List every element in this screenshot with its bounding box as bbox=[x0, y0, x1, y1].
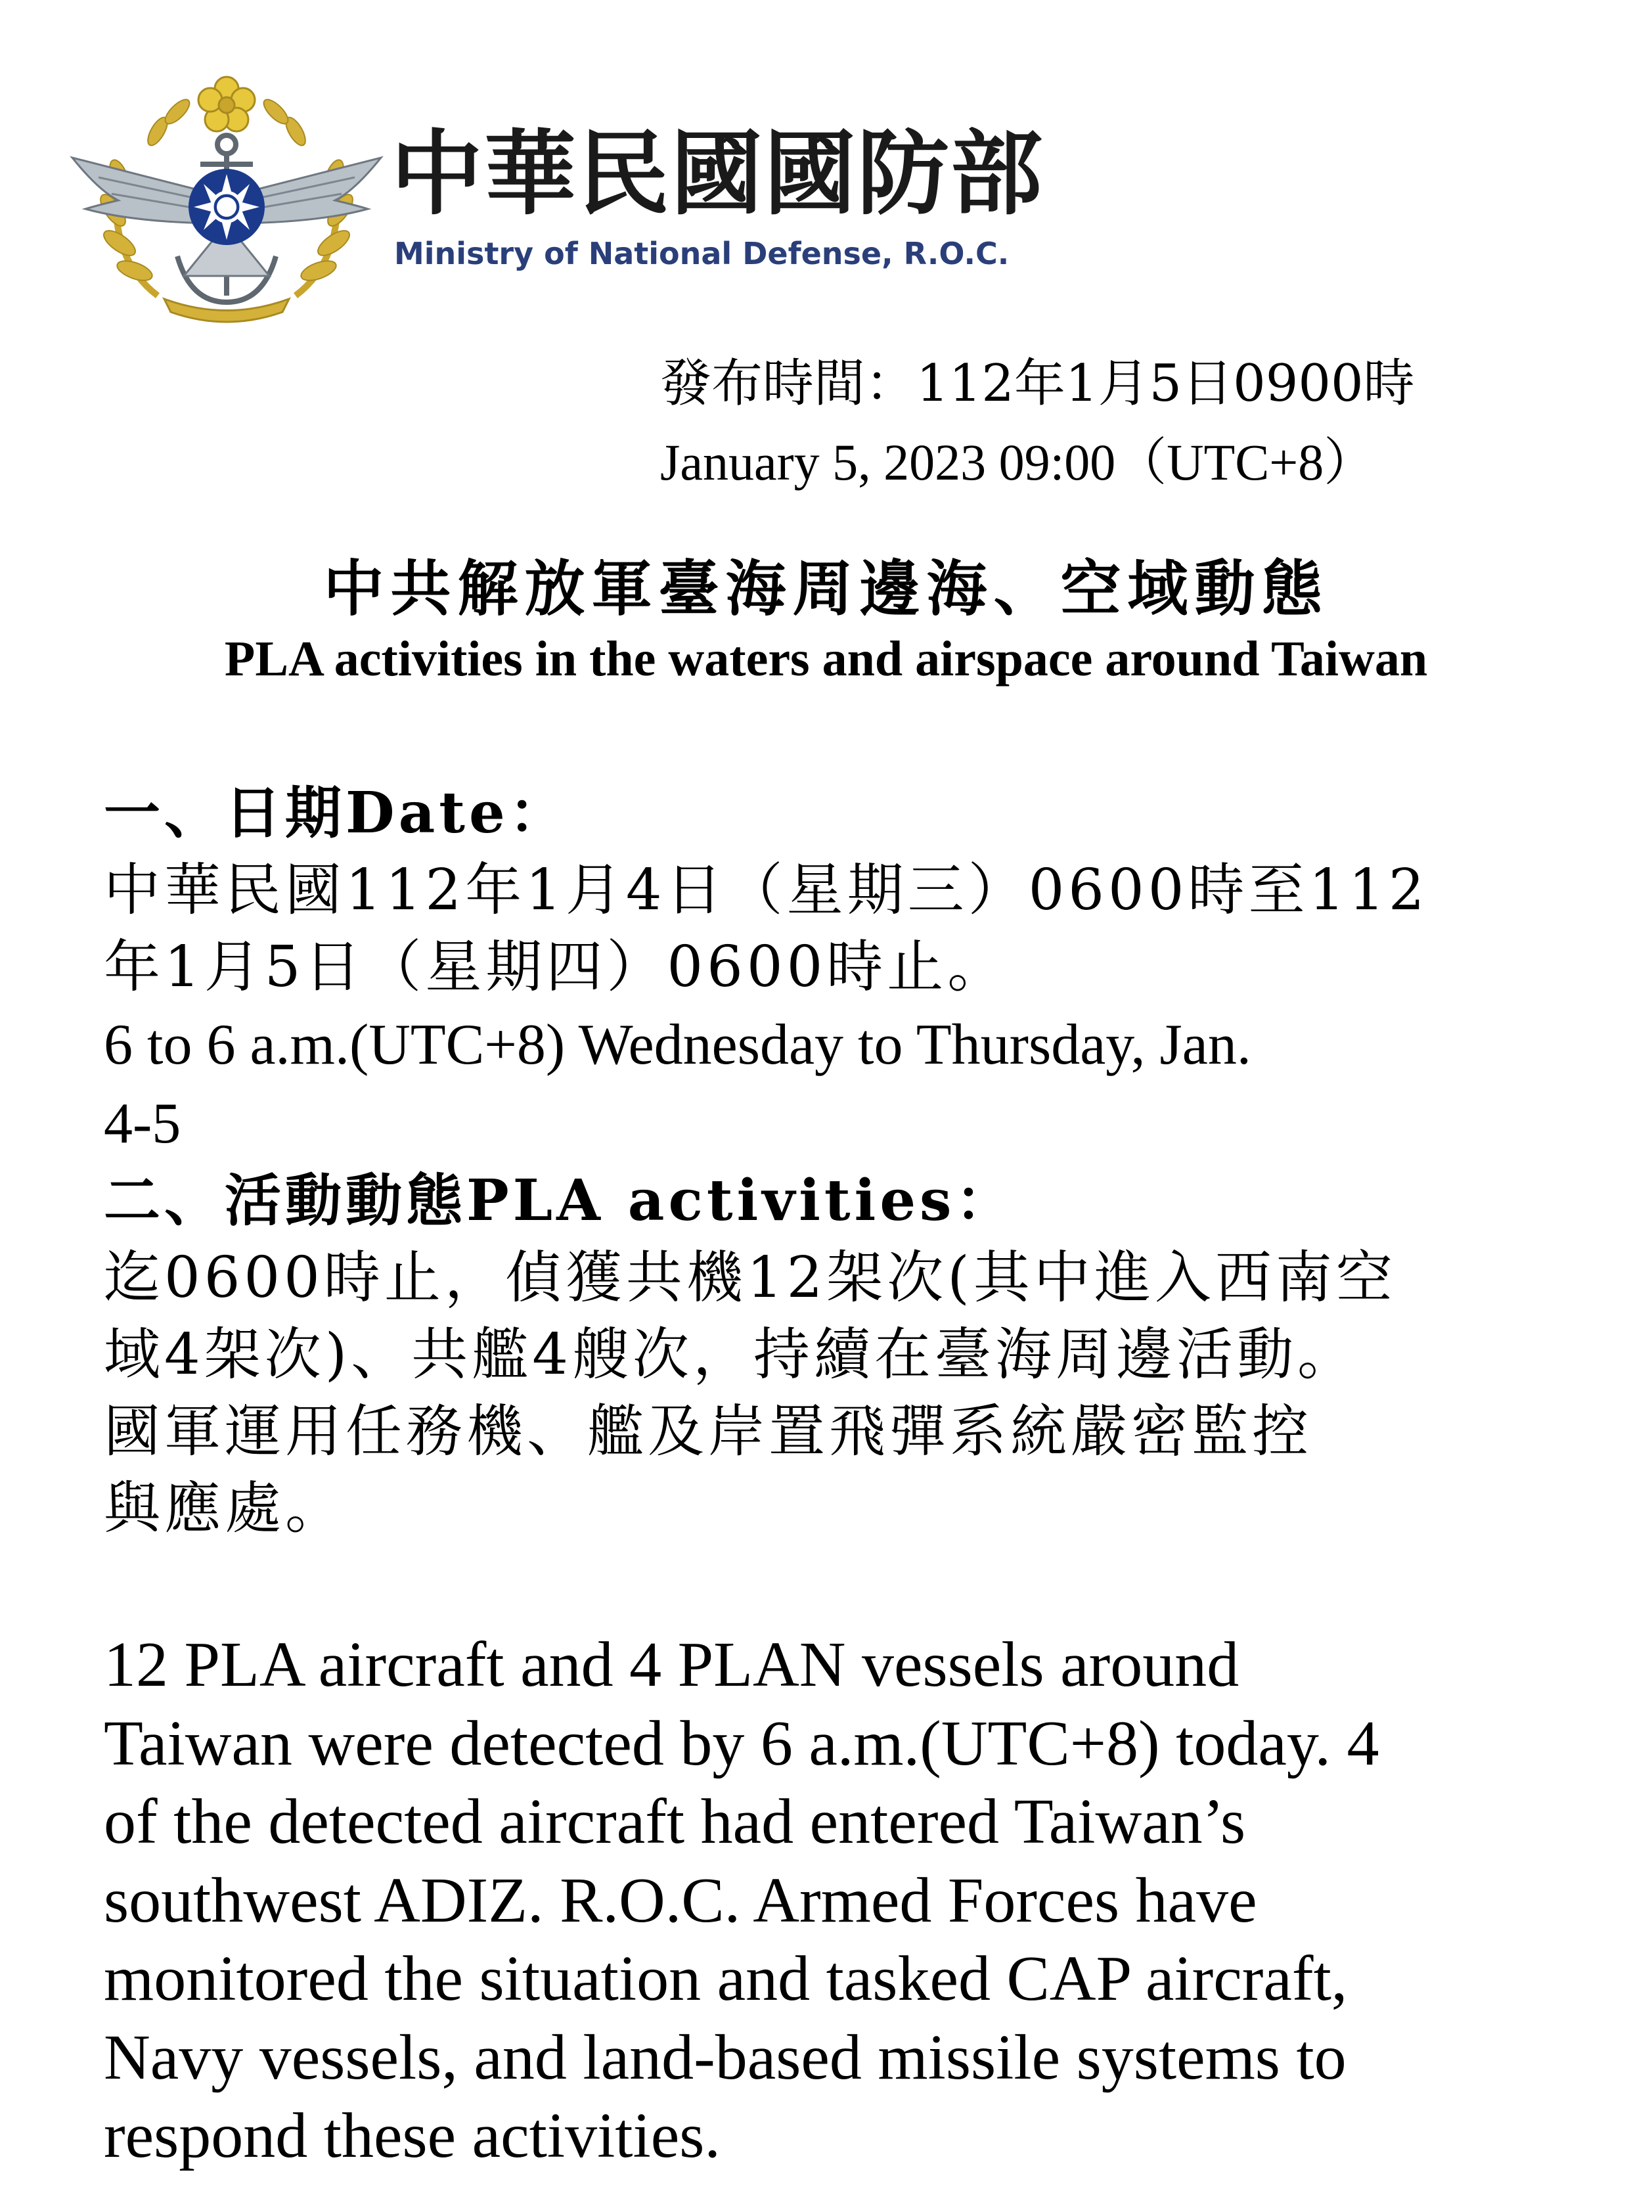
date-zh-line-2: 年1月5日（星期四）0600時止。 bbox=[104, 934, 1008, 1000]
activities-en-line: respond these activities. bbox=[104, 2100, 721, 2172]
activities-en-line: Taiwan were detected by 6 a.m.(UTC+8) today. 4 bbox=[104, 1707, 1379, 1779]
activities-zh-line-2: 域4架次)、共艦4艘次，持續在臺海周邊活動。 bbox=[104, 1322, 1358, 1388]
document-title-zh: 中共解放軍臺海周邊海、空域動態 bbox=[323, 553, 1329, 624]
activities-en-line: of the detected aircraft had entered Taiwan’s bbox=[104, 1786, 1246, 1858]
section-date-heading: 一、日期Date： bbox=[104, 780, 569, 846]
activities-en-line: 12 PLA aircraft and 4 PLAN vessels around bbox=[104, 1629, 1239, 1700]
mnd-emblem-logo bbox=[59, 59, 394, 335]
activities-zh-line-4: 與應處。 bbox=[104, 1476, 346, 1542]
date-zh-line-1: 中華民國112年1月4日（星期三）0600時至112 bbox=[104, 857, 1429, 923]
section-activities-heading: 二、活動動態PLA activities： bbox=[104, 1167, 1016, 1234]
org-name-zh: 中華民國國防部 bbox=[391, 120, 1044, 228]
blue-sky-white-sun-icon bbox=[189, 169, 265, 245]
activities-en-line: monitored the situation and tasked CAP aircraft, bbox=[104, 1943, 1348, 2015]
org-name-en: Ministry of National Defense, R.O.C. bbox=[394, 236, 1010, 271]
activities-en-line: Navy vessels, and land-based missile systems to bbox=[104, 2021, 1347, 2093]
document-body bbox=[104, 775, 1595, 2176]
plum-blossom-icon bbox=[198, 77, 255, 131]
date-en-line-1: 6 to 6 a.m.(UTC+8) Wednesday to Thursday, Jan. bbox=[104, 1012, 1251, 1077]
activities-zh-line-3: 國軍運用任務機、艦及岸置飛彈系統嚴密監控 bbox=[104, 1399, 1312, 1465]
activities-zh-line-1: 迄0600時止，偵獲共機12架次(其中進入西南空 bbox=[104, 1245, 1396, 1311]
date-en-line-2: 4-5 bbox=[104, 1091, 181, 1156]
paragraph-spacer bbox=[104, 1547, 1595, 1626]
release-time-zh: 發布時間：112年1月5日0900時 bbox=[660, 354, 1415, 413]
document-title-en: PLA activities in the waters and airspace around Taiwan bbox=[224, 631, 1428, 687]
release-time-en: January 5, 2023 09:00（UTC+8） bbox=[660, 434, 1375, 491]
activities-en-line: southwest ADIZ. R.O.C. Armed Forces have bbox=[104, 1864, 1257, 1936]
activities-en-paragraph bbox=[104, 1626, 1595, 2176]
